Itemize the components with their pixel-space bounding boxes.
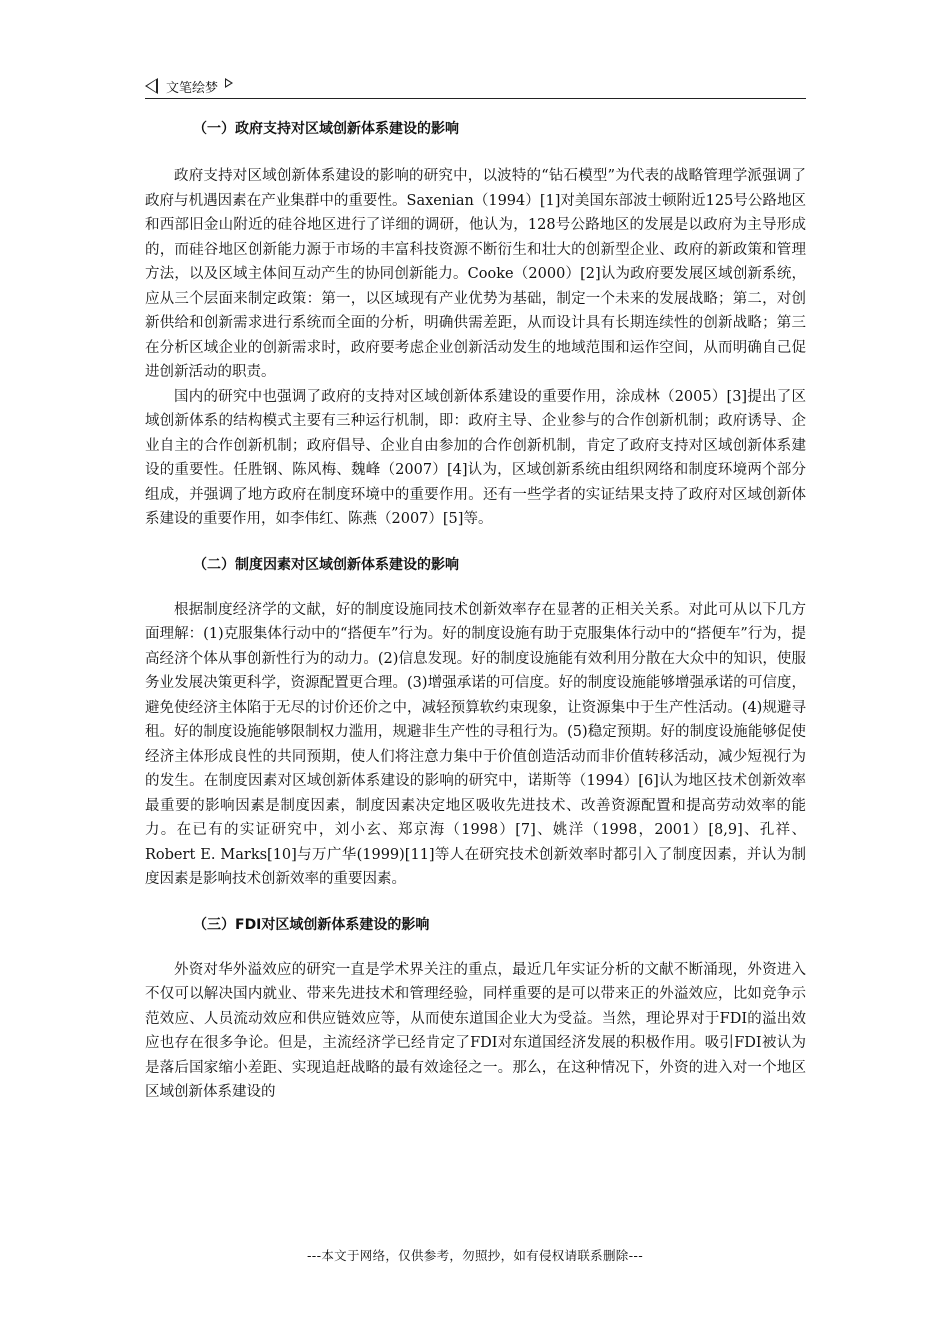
section-1-paragraph-2: 国内的研究中也强调了政府的支持对区域创新体系建设的重要作用，涂成林（2005）[3]提出了区域创新体系的结构模式主要有三种运行机制，即：政府主导、企业参与的合作创新机制；政府诱导、企业自主的合作创新机制；政府倡导、企业自由参加的合作创新机制，肯定了政府支持对区域创新体系建设的重要性。任胜钢、陈风梅、魏峰（2007）[4]认为，区域创新系统由组织网络和制度环境两个部分组成，并强调了地方政府在制度环境中的重要作用。还有一些学者的实证结果支持了政府对区域创新体系建设的重要作用，如李伟红、陈燕（2007）[5]等。: [145, 388, 806, 527]
section-heading-1: （一）政府支持对区域创新体系建设的影响: [193, 121, 459, 137]
document-body: [145, 114, 806, 1105]
triangle-left-icon: [145, 78, 158, 94]
section-heading-2: （二）制度因素对区域创新体系建设的影响: [193, 556, 459, 573]
section-heading-3: （三）FDI对区域创新体系建设的影响: [193, 916, 430, 933]
triangle-right-icon: [225, 78, 233, 88]
header-title: 文笔绘梦: [166, 80, 219, 96]
page-header: [145, 74, 806, 99]
section-1-paragraph-1: 政府支持对区域创新体系建设的影响的研究中，以波特的“钻石模型”为代表的战略管理学派强调了政府与机遇因素在产业集群中的重要性。Saxenian（1994）[1]对美国东部波士顿附近125号公路地区和西部旧金山附近的硅谷地区进行了详细的调研，他认为，128号公路地区的发展是以政府为主导形成的，而硅谷地区创新能力源于市场的丰富科技资源不断衍生和壮大的创新型企业、政府的新政策和管理方法，以及区域主体间互动产生的协同创新能力。Cooke（2000）[2]认为政府要发展区域创新系统，应从三个层面来制定政策：第一，以区域现有产业优势为基础，制定一个未来的发展战略；第二，对创新供给和创新需求进行系统而全面的分析，明确供需差距，从而设计具有长期连续性的创新战略；第三在分析区域企业的创新需求时，政府要考虑企业创新活动发生的地域范围和运作空间，从而明确自己促进创新活动的职责。: [145, 168, 806, 380]
section-2-paragraph-1: 根据制度经济学的文献，好的制度设施同技术创新效率存在显著的正相关关系。对此可从以下几方面理解：(1)克服集体行动中的“搭便车”行为。好的制度设施有助于克服集体行动中的“搭便车”行为，提高经济个体从事创新性行为的动力。(2)信息发现。好的制度设施能有效利用分散在大众中的知识，使服务业发展决策更科学，资源配置更合理。(3)增强承诺的可信度。好的制度设施能够增强承诺的可信度，避免使经济主体陷于无尽的讨价还价之中，减轻预算软约束现象，让资源集中于生产性活动。(4)规避寻租。好的制度设施能够限制权力滥用，规避非生产性的寻租行为。(5)稳定预期。好的制度设施能够促使经济主体形成良性的共同预期，使人们将注意力集中于价值创造活动而非价值转移活动，减少短视行为的发生。在制度因素对区域创新体系建设的影响的研究中，诺斯等（1994）[6]认为地区技术创新效率最重要的影响因素是制度因素，制度因素决定地区吸收先进技术、改善资源配置和提高劳动效率的能力。在已有的实证研究中，刘小玄、郑京海（1998）[7]、姚洋（1998，2001）[8,9]、孔祥、Robert E. Marks[10]与万广华(1999)[11]等人在研究技术创新效率时都引入了制度因素，并认为制度因素是影响技术创新效率的重要因素。: [145, 601, 806, 887]
page-footer: ---本文于网络，仅供参考，勿照抄，如有侵权请联系删除---: [306, 1248, 644, 1263]
section-3-paragraph-1: 外资对华外溢效应的研究一直是学术界关注的重点，最近几年实证分析的文献不断涌现，外资进入不仅可以解决国内就业、带来先进技术和管理经验，同样重要的是可以带来正的外溢效应，比如竞争示范效应、人员流动效应和供应链效应等，从而使东道国企业大为受益。当然，理论界对于FDI的溢出效应也存在很多争论。但是，主流经济学已经肯定了FDI对东道国经济发展的积极作用。吸引FDI被认为是落后国家缩小差距、实现追赶战略的最有效途径之一。那么，在这种情况下，外资的进入对一个地区区域创新体系建设的: [145, 961, 806, 1100]
